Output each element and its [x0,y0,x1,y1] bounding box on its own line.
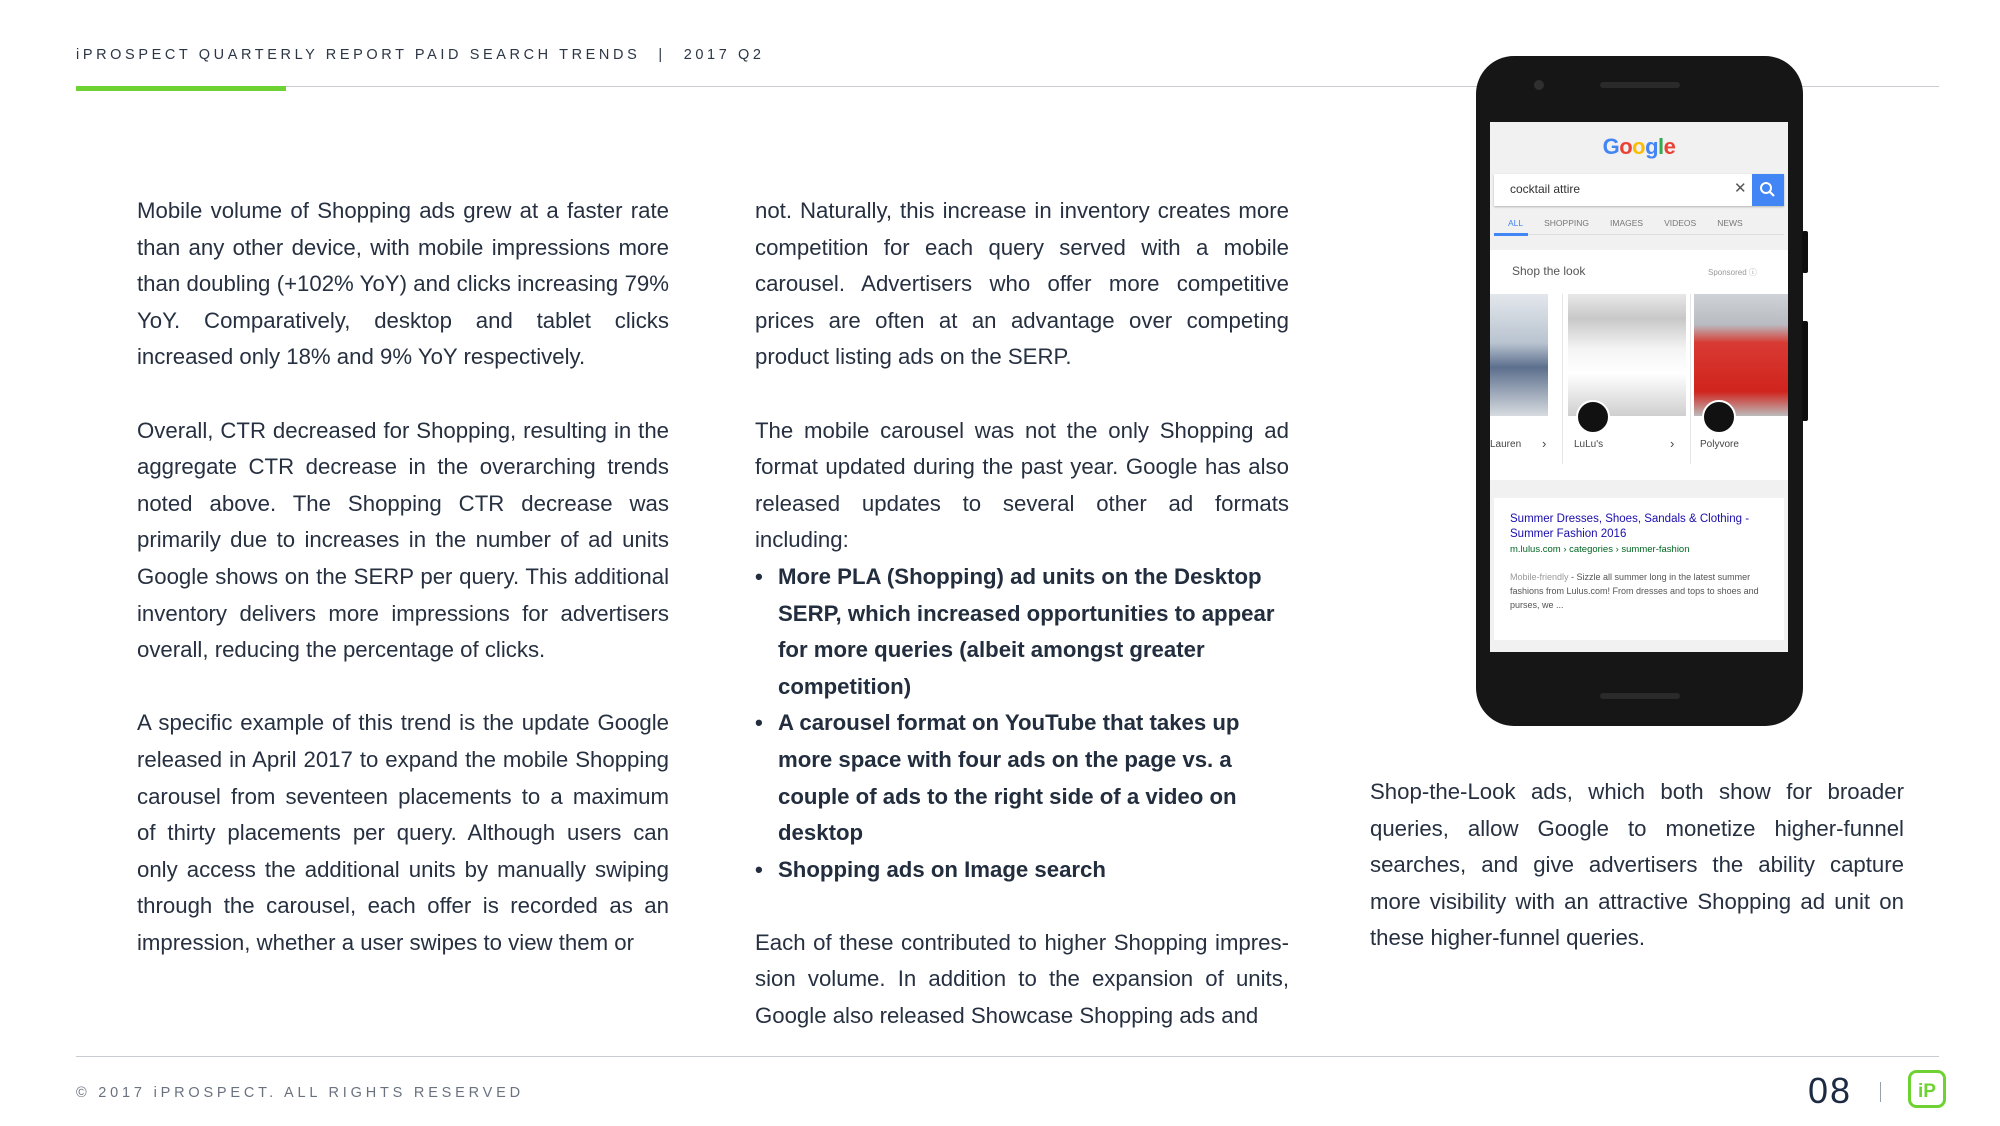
paragraph: Shop-the-Look ads, which both show for broader queries, allow Google to monetize higher-funnel searches, and give advertisers the ability capture more visibility with an attractive Shopping ad unit on these higher-funnel queries. [1370,779,1904,951]
bullet-icon: • [755,856,763,882]
chevron-right-icon[interactable]: › [1542,436,1547,451]
merchant-name: Lauren [1490,439,1522,450]
search-icon [1752,174,1784,206]
list-item [755,559,1289,705]
search-input[interactable]: cocktail attire [1510,182,1581,196]
chevron-right-icon[interactable]: › [1670,436,1675,451]
report-title: iPROSPECT QUARTERLY REPORT PAID SEARCH TRENDS [76,47,641,63]
paragraph: The mobile carousel was not the only Shopping ad format updated during the past year. Google has also released updates to several other ad formats including: [755,417,1289,553]
google-logo-letter: G [1602,134,1620,159]
tab-videos[interactable]: VIDEOS [1664,218,1697,228]
search-tabs [1508,218,1784,228]
header-accent-bar [76,86,286,91]
phone-screen [1490,122,1788,652]
merchant-name: LuLu's [1574,439,1604,450]
speaker-grille [1600,693,1680,699]
tab-all[interactable]: ALL [1508,218,1524,228]
running-header [76,47,765,63]
tab-shopping[interactable]: SHOPPING [1544,218,1589,228]
list-item-text: Shopping ads on Image search [778,856,1106,882]
ad-format-list [755,559,1289,888]
google-logo-letter: o [1632,134,1646,159]
list-item-text: A carousel format on YouTube that takes up more space with four ads on the page vs. a couple of ads to the right side of a video on desktop [778,710,1240,846]
mobile-friendly-label: Mobile-friendly [1510,572,1569,582]
result-snippet [1510,570,1778,612]
search-box[interactable] [1494,174,1784,206]
google-logo [1490,134,1788,160]
report-period: 2017 Q2 [683,47,765,63]
header-separator: | [658,47,666,63]
merchant-logo [1576,400,1610,434]
text-column-2 [755,193,1289,1035]
tab-images[interactable]: IMAGES [1610,218,1644,228]
google-logo-letter: o [1619,134,1633,159]
sponsored-label: Sponsored ⓘ [1708,268,1757,277]
product-image[interactable] [1568,294,1686,416]
iprospect-logo [1908,1070,1946,1108]
divider [1690,294,1691,464]
shop-the-look-card [1490,250,1788,480]
list-item-text: More PLA (Shopping) ad units on the Desktop SERP, which increased opportunities to appear for more queries (albeit amongst greater competition) [778,563,1275,699]
power-button [1802,231,1808,273]
paragraph: A specific example of this trend is the update Google released in April 2017 to expand the mobile Shopping carousel from seventeen placements to a maximum of thirty placements per query. Although users can only access the additional units by manually swiping through the carousel, each offer is recorded as an impression, whether a user swipes to view them or [137,710,669,955]
product-image[interactable] [1490,294,1548,416]
google-logo-letter: g [1645,134,1659,159]
paragraph: not. Naturally, this increase in inventory creates more competition for each query served with a mobile carousel. Advertisers who offer more competitive prices are often at an advantage over competing product listing ads on the SERP. [755,198,1289,370]
footer-rule [76,1056,1939,1057]
bullet-icon: • [755,710,763,736]
tab-news[interactable]: NEWS [1717,218,1743,228]
paragraph: Each of these contributed to higher Shopping impres-sion volume. In addition to the expansion of units, Google also released Showcase Shopping ads and [755,929,1289,1029]
text-column-3 [1370,774,1904,957]
text-column-1 [137,193,669,961]
active-tab-indicator [1494,233,1528,236]
tab-divider [1494,234,1784,235]
search-result-card[interactable] [1494,498,1784,640]
search-button[interactable] [1752,174,1784,206]
copyright-notice: © 2017 iPROSPECT. ALL RIGHTS RESERVED [76,1085,524,1101]
paragraph: Overall, CTR decreased for Shopping, resulting in the aggregate CTR decrease in the overarching trends noted above. The Shopping CTR decrease was primarily due to increases in the number of ad units Google shows on the SERP per query. This additional inventory delivers more impressions for advertisers overall, reducing the percentage of clicks. [137,417,669,663]
merchant-logo [1702,400,1736,434]
result-title-link[interactable]: Summer Dresses, Shoes, Sandals & Clothing - Summer Fashion 2016 [1510,513,1750,540]
speaker-grille [1600,82,1680,88]
volume-button [1802,321,1808,421]
merchant-name: Polyvore [1700,439,1739,450]
bullet-icon: • [755,563,763,589]
divider [1562,294,1563,464]
list-item [755,852,1289,889]
footer-separator [1880,1082,1881,1102]
shop-the-look-title: Shop the look [1512,264,1586,278]
iprospect-logo-icon [1908,1070,1946,1108]
google-logo-letter: l [1658,134,1664,159]
google-logo-letter: e [1663,134,1676,159]
phone-mockup [1476,56,1803,726]
product-image[interactable] [1694,294,1788,416]
list-item [755,705,1289,851]
page-number: 08 [1808,1070,1853,1111]
snippet-text: - Sizzle all summer long in the latest summer fashions from Lulus.com! From dresses and tops to shoes and purses, we ... [1510,572,1759,610]
logo-text: iP [1918,1081,1936,1102]
paragraph: Mobile volume of Shopping ads grew at a faster rate than any other device, with mobile impressions more than doubling (+102% YoY) and clicks increasing 79% YoY. Comparatively, desktop and tablet clicks increased only 18% and 9% YoY respectively. [137,198,669,370]
result-url: m.lulus.com › categories › summer-fashion [1510,544,1690,555]
camera-icon [1534,80,1544,90]
clear-icon[interactable]: ✕ [1734,180,1747,197]
